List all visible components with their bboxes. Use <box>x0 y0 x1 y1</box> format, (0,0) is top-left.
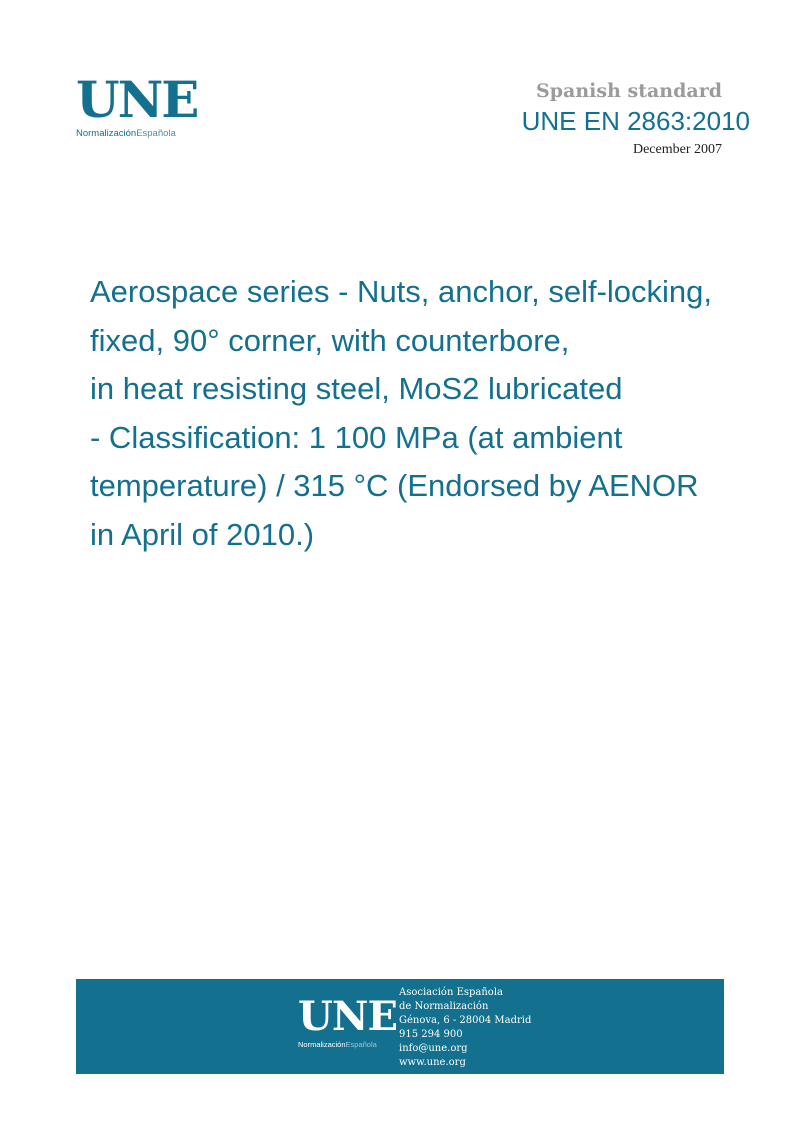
standard-code: UNE EN 2863:2010 <box>521 106 750 136</box>
standard-date: December 2007 <box>632 142 722 157</box>
email-link[interactable]: info@une.org <box>399 1043 468 1054</box>
footer-logo-subtitle-a: Normalización <box>298 1040 346 1049</box>
address-line: Génova, 6 - 28004 Madrid <box>399 1015 532 1026</box>
document-title <box>90 268 750 559</box>
logo-subtitle-a: Normalización <box>76 128 137 139</box>
footer-banner <box>76 979 724 1074</box>
footer-logo <box>298 993 397 1049</box>
standard-kind: Spanish standard <box>536 80 722 102</box>
footer-address <box>399 986 531 1070</box>
title-line: in April of 2010.) <box>90 516 315 552</box>
website-link[interactable]: www.une.org <box>399 1057 466 1068</box>
footer-logo-subtitle <box>298 1040 397 1049</box>
footer-logo-wordmark: UNE <box>298 993 397 1040</box>
footer-logo-subtitle-b: Española <box>345 1040 377 1049</box>
title-line: in heat resisting steel, MoS2 lubricated <box>90 371 623 406</box>
address-line: de Normalización <box>399 1001 489 1012</box>
une-logo <box>76 70 201 139</box>
phone: 915 294 900 <box>399 1029 463 1040</box>
logo-subtitle <box>76 128 201 139</box>
address-line: Asociación Española <box>399 987 503 998</box>
title-line: Aerospace series - Nuts, anchor, self-locking, <box>90 274 712 309</box>
title-line: - Classification: 1 100 MPa (at ambient <box>90 419 623 455</box>
title-line: fixed, 90° corner, with counterbore, <box>90 322 570 358</box>
logo-wordmark: UNE <box>76 70 198 129</box>
standard-info <box>521 78 750 162</box>
logo-subtitle-b: Española <box>136 128 176 139</box>
title-line: temperature) / 315 °C (Endorsed by AENOR <box>90 468 699 503</box>
